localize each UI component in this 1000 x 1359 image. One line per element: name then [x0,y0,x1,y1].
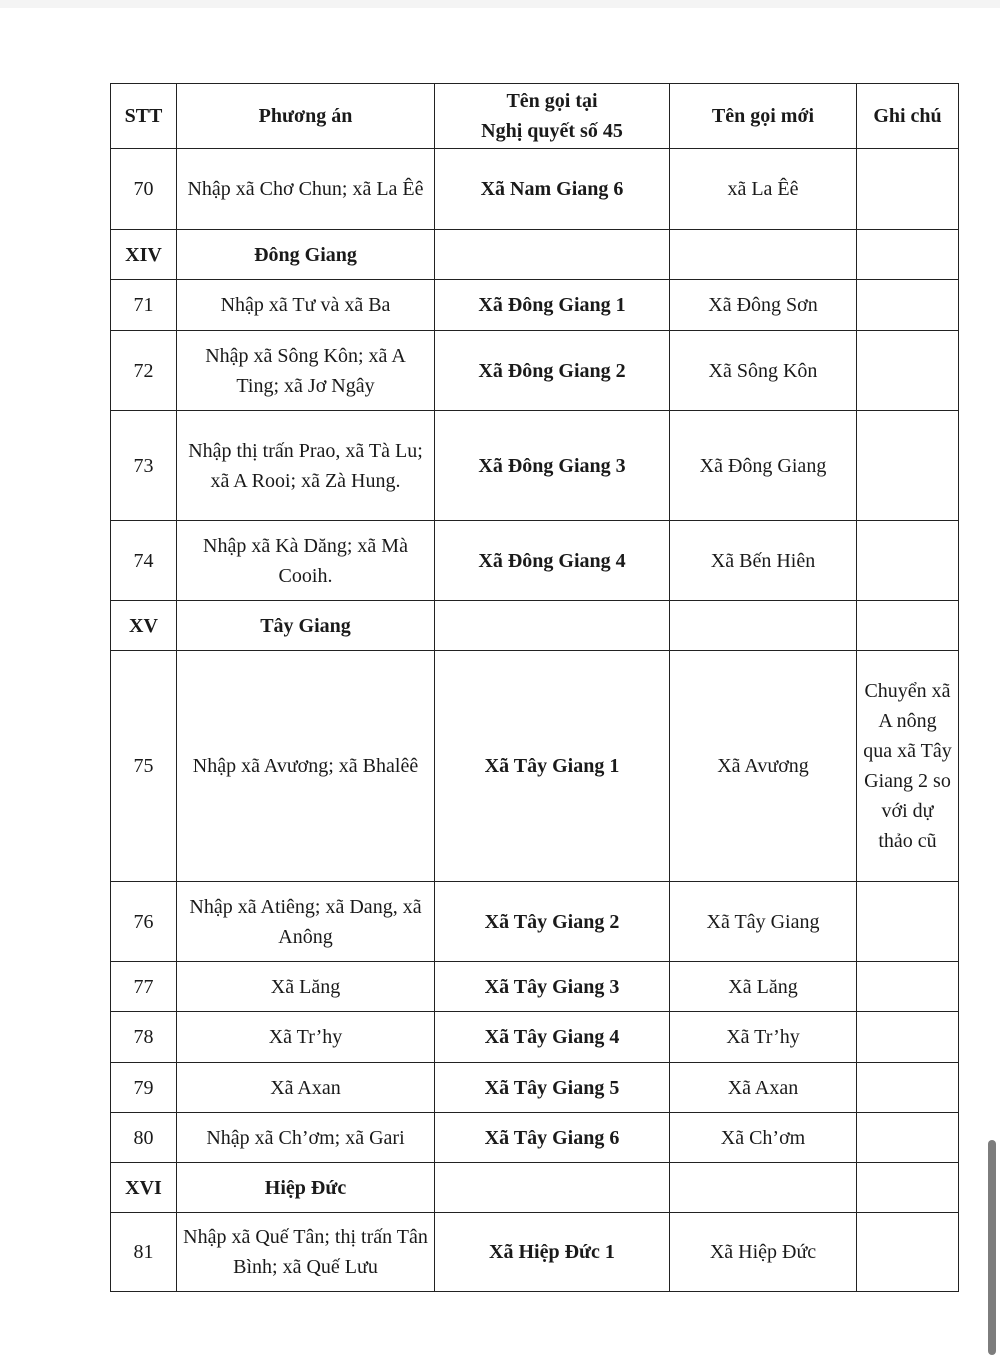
cell-phuong-an: Nhập xã Tư và xã Ba [177,280,435,331]
cell-phuong-an: Nhập xã Sông Kôn; xã A Ting; xã Jơ Ngây [177,331,435,411]
cell-phuong-an: Nhập xã Ch’ơm; xã Gari [177,1113,435,1163]
empty-cell [857,1163,959,1213]
cell-ten-goi-moi: Xã Hiệp Đức [670,1213,857,1292]
cell-ten-goi-moi: xã La Êê [670,149,857,230]
cell-ten-goi-moi: Xã Tr’hy [670,1012,857,1063]
cell-phuong-an: Nhập xã Avương; xã Bhalêê [177,651,435,882]
cell-ghi-chu [857,521,959,601]
cell-stt: 76 [111,882,177,962]
cell-ten-goi-tai: Xã Nam Giang 6 [435,149,670,230]
cell-phuong-an: Xã Tr’hy [177,1012,435,1063]
empty-cell [857,230,959,280]
scrollbar-thumb[interactable] [988,1140,996,1355]
section-title: Đông Giang [177,230,435,280]
cell-ten-goi-tai: Xã Tây Giang 2 [435,882,670,962]
section-title: Tây Giang [177,601,435,651]
empty-cell [670,230,857,280]
cell-stt: 74 [111,521,177,601]
cell-stt: 75 [111,651,177,882]
cell-ten-goi-moi: Xã Đông Giang [670,411,857,521]
section-number: XV [111,601,177,651]
cell-ten-goi-moi: Xã Sông Kôn [670,331,857,411]
table-row [111,962,959,1012]
table-row [111,651,959,882]
top-bar [0,0,1000,8]
table-row [111,1063,959,1113]
section-title: Hiệp Đức [177,1163,435,1213]
cell-stt: 78 [111,1012,177,1063]
header-phuong-an: Phương án [177,84,435,149]
cell-ghi-chu [857,1213,959,1292]
header-ghi-chu: Ghi chú [857,84,959,149]
section-row [111,1163,959,1213]
cell-phuong-an: Nhập xã Atiêng; xã Dang, xã Anông [177,882,435,962]
empty-cell [435,230,670,280]
table-row [111,521,959,601]
cell-ten-goi-moi: Xã Avương [670,651,857,882]
cell-ten-goi-tai: Xã Tây Giang 1 [435,651,670,882]
table-row [111,882,959,962]
table-row [111,149,959,230]
header-ten-goi-tai [435,84,670,149]
cell-stt: 79 [111,1063,177,1113]
cell-ten-goi-tai: Xã Hiệp Đức 1 [435,1213,670,1292]
header-ten-goi-moi: Tên gọi mới [670,84,857,149]
empty-cell [670,601,857,651]
cell-stt: 77 [111,962,177,1012]
cell-ten-goi-tai: Xã Đông Giang 2 [435,331,670,411]
section-row [111,601,959,651]
cell-ghi-chu [857,1012,959,1063]
empty-cell [857,601,959,651]
cell-ten-goi-tai: Xã Tây Giang 5 [435,1063,670,1113]
cell-ghi-chu [857,149,959,230]
cell-ten-goi-tai: Xã Tây Giang 4 [435,1012,670,1063]
cell-ghi-chu: Chuyển xã A nông qua xã Tây Giang 2 so với dự thảo cũ [857,651,959,882]
header-ten-goi-tai-line2: Nghị quyết số 45 [481,120,623,142]
table-row [111,331,959,411]
cell-ghi-chu [857,962,959,1012]
cell-ghi-chu [857,280,959,331]
empty-cell [435,1163,670,1213]
cell-ghi-chu [857,1113,959,1163]
empty-cell [435,601,670,651]
section-number: XVI [111,1163,177,1213]
cell-stt: 81 [111,1213,177,1292]
cell-stt: 72 [111,331,177,411]
cell-ten-goi-tai: Xã Tây Giang 3 [435,962,670,1012]
cell-ten-goi-moi: Xã Đông Sơn [670,280,857,331]
cell-ghi-chu [857,882,959,962]
cell-phuong-an: Xã Lăng [177,962,435,1012]
cell-ten-goi-moi: Xã Bến Hiên [670,521,857,601]
empty-cell [670,1163,857,1213]
cell-stt: 73 [111,411,177,521]
commune-table [110,83,959,1292]
cell-ten-goi-tai: Xã Đông Giang 4 [435,521,670,601]
table-row [111,411,959,521]
cell-ghi-chu [857,1063,959,1113]
header-row [111,84,959,149]
table-row [111,280,959,331]
cell-phuong-an: Nhập xã Kà Dăng; xã Mà Cooih. [177,521,435,601]
cell-stt: 70 [111,149,177,230]
cell-phuong-an: Nhập xã Quế Tân; thị trấn Tân Bình; xã Quế Lưu [177,1213,435,1292]
cell-ten-goi-tai: Xã Đông Giang 1 [435,280,670,331]
cell-ten-goi-moi: Xã Axan [670,1063,857,1113]
cell-ten-goi-moi: Xã Tây Giang [670,882,857,962]
cell-phuong-an: Xã Axan [177,1063,435,1113]
table-row [111,1113,959,1163]
cell-ten-goi-tai: Xã Đông Giang 3 [435,411,670,521]
cell-ghi-chu [857,331,959,411]
cell-ten-goi-tai: Xã Tây Giang 6 [435,1113,670,1163]
cell-stt: 80 [111,1113,177,1163]
cell-ten-goi-moi: Xã Ch’ơm [670,1113,857,1163]
header-ten-goi-tai-line1: Tên gọi tại [506,90,598,112]
section-number: XIV [111,230,177,280]
section-row [111,230,959,280]
table-row [111,1012,959,1063]
cell-phuong-an: Nhập xã Chơ Chun; xã La Êê [177,149,435,230]
cell-ten-goi-moi: Xã Lăng [670,962,857,1012]
header-stt: STT [111,84,177,149]
cell-ghi-chu [857,411,959,521]
table-row [111,1213,959,1292]
cell-stt: 71 [111,280,177,331]
cell-phuong-an: Nhập thị trấn Prao, xã Tà Lu; xã A Rooi; xã Zà Hung. [177,411,435,521]
